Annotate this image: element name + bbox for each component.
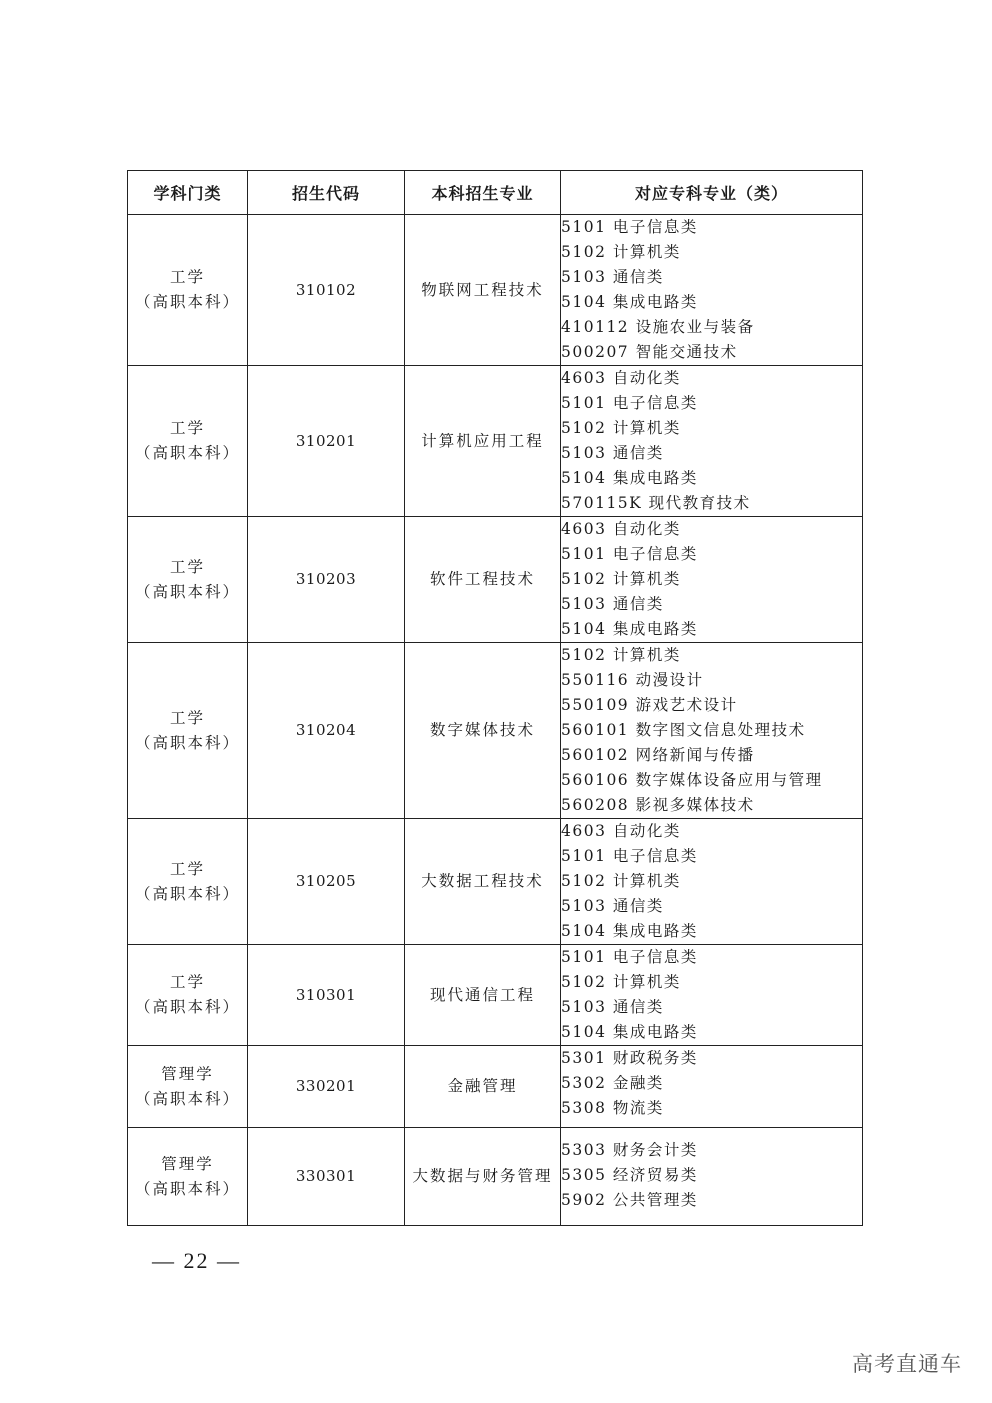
undergraduate-major-cell: 现代通信工程 bbox=[405, 945, 561, 1046]
subject-category-cell bbox=[128, 1046, 248, 1128]
subject-level: （高职本科） bbox=[134, 998, 240, 1016]
vocational-major-item: 5301 财政税务类 bbox=[561, 1049, 698, 1067]
vocational-majors-cell bbox=[561, 819, 863, 945]
enrollment-code-cell: 310102 bbox=[248, 215, 405, 366]
vocational-major-item: 5102 计算机类 bbox=[561, 973, 681, 991]
enrollment-code-cell: 330301 bbox=[248, 1128, 405, 1226]
vocational-major-item: 5302 金融类 bbox=[561, 1074, 664, 1092]
vocational-majors-cell bbox=[561, 945, 863, 1046]
page-number: — 22 — bbox=[152, 1248, 241, 1273]
subject-category-cell bbox=[128, 643, 248, 819]
vocational-major-item: 560102 网络新闻与传播 bbox=[561, 746, 755, 764]
subject-name: 工学 bbox=[169, 973, 205, 991]
subject-category-cell bbox=[128, 819, 248, 945]
table-row bbox=[128, 215, 863, 366]
subject-category-cell bbox=[128, 215, 248, 366]
table-body bbox=[128, 215, 863, 1226]
subject-level: （高职本科） bbox=[134, 293, 240, 311]
vocational-major-item: 5104 集成电路类 bbox=[561, 293, 698, 311]
table-row bbox=[128, 819, 863, 945]
vocational-major-item: 560106 数字媒体设备应用与管理 bbox=[561, 771, 823, 789]
header-undergraduate-major: 本科招生专业 bbox=[405, 171, 561, 215]
vocational-major-item: 5102 计算机类 bbox=[561, 872, 681, 890]
table-header-row bbox=[128, 171, 863, 215]
subject-name: 工学 bbox=[169, 708, 205, 727]
enrollment-code-cell: 330201 bbox=[248, 1046, 405, 1128]
vocational-major-item: 4603 自动化类 bbox=[561, 822, 681, 840]
vocational-major-item: 5101 电子信息类 bbox=[561, 218, 698, 236]
vocational-major-item: 5104 集成电路类 bbox=[561, 1023, 698, 1041]
subject-name: 工学 bbox=[169, 419, 205, 437]
vocational-major-item: 5104 集成电路类 bbox=[561, 469, 698, 487]
vocational-major-item: 5103 通信类 bbox=[561, 444, 664, 462]
header-vocational-majors: 对应专科专业（类） bbox=[561, 171, 863, 215]
vocational-major-item: 560208 影视多媒体技术 bbox=[561, 796, 755, 814]
vocational-major-item: 5103 通信类 bbox=[561, 595, 664, 613]
subject-name: 工学 bbox=[169, 268, 205, 286]
enrollment-code-cell: 310201 bbox=[248, 366, 405, 517]
enrollment-code-cell: 310204 bbox=[248, 643, 405, 819]
subject-category-cell bbox=[128, 1128, 248, 1226]
enrollment-code-cell: 310203 bbox=[248, 517, 405, 643]
vocational-major-item: 5102 计算机类 bbox=[561, 243, 681, 261]
vocational-major-item: 4603 自动化类 bbox=[561, 369, 681, 387]
vocational-majors-cell bbox=[561, 366, 863, 517]
vocational-major-item: 5104 集成电路类 bbox=[561, 620, 698, 638]
subject-name: 管理学 bbox=[161, 1064, 214, 1083]
undergraduate-major-cell: 物联网工程技术 bbox=[405, 215, 561, 366]
vocational-major-item: 5101 电子信息类 bbox=[561, 847, 698, 865]
vocational-major-item: 4603 自动化类 bbox=[561, 520, 681, 538]
vocational-major-item: 5101 电子信息类 bbox=[561, 545, 698, 563]
subject-category-cell bbox=[128, 366, 248, 517]
subject-level: （高职本科） bbox=[134, 733, 240, 752]
header-enrollment-code: 招生代码 bbox=[248, 171, 405, 215]
vocational-major-item: 5101 电子信息类 bbox=[561, 394, 698, 412]
subject-level: （高职本科） bbox=[134, 884, 240, 903]
vocational-major-item: 5104 集成电路类 bbox=[561, 922, 698, 940]
vocational-major-item: 550116 动漫设计 bbox=[561, 671, 704, 689]
watermark-text: 高考直通车 bbox=[852, 1352, 962, 1376]
table-row bbox=[128, 1128, 863, 1226]
vocational-major-item: 5103 通信类 bbox=[561, 998, 664, 1016]
subject-name: 工学 bbox=[169, 557, 205, 576]
subject-name: 管理学 bbox=[161, 1154, 214, 1173]
subject-level: （高职本科） bbox=[134, 582, 240, 601]
subject-category-cell bbox=[128, 517, 248, 643]
vocational-major-item: 550109 游戏艺术设计 bbox=[561, 696, 738, 714]
vocational-majors-cell bbox=[561, 215, 863, 366]
vocational-major-item: 5303 财务会计类 bbox=[561, 1141, 698, 1159]
table-row bbox=[128, 1046, 863, 1128]
table-row bbox=[128, 366, 863, 517]
vocational-major-item: 5305 经济贸易类 bbox=[561, 1166, 698, 1184]
enrollment-code-cell: 310301 bbox=[248, 945, 405, 1046]
vocational-majors-cell bbox=[561, 517, 863, 643]
vocational-major-item: 5308 物流类 bbox=[561, 1099, 664, 1117]
undergraduate-major-cell: 软件工程技术 bbox=[405, 517, 561, 643]
vocational-major-item: 570115K 现代教育技术 bbox=[561, 494, 751, 512]
table-row bbox=[128, 643, 863, 819]
subject-category-cell bbox=[128, 945, 248, 1046]
subject-level: （高职本科） bbox=[134, 444, 240, 462]
vocational-major-item: 5902 公共管理类 bbox=[561, 1191, 698, 1209]
vocational-major-item: 5102 计算机类 bbox=[561, 646, 681, 664]
header-subject-category: 学科门类 bbox=[128, 171, 248, 215]
table-row bbox=[128, 517, 863, 643]
vocational-majors-cell bbox=[561, 643, 863, 819]
vocational-major-item: 5103 通信类 bbox=[561, 268, 664, 286]
vocational-major-item: 5101 电子信息类 bbox=[561, 948, 698, 966]
undergraduate-major-cell: 大数据工程技术 bbox=[405, 819, 561, 945]
vocational-major-item: 5102 计算机类 bbox=[561, 570, 681, 588]
vocational-major-item: 410112 设施农业与装备 bbox=[561, 318, 755, 336]
major-mapping-table bbox=[127, 170, 863, 1226]
vocational-majors-cell bbox=[561, 1046, 863, 1128]
table-row bbox=[128, 945, 863, 1046]
vocational-major-item: 5102 计算机类 bbox=[561, 419, 681, 437]
undergraduate-major-cell: 数字媒体技术 bbox=[405, 643, 561, 819]
subject-name: 工学 bbox=[169, 859, 205, 878]
vocational-major-item: 500207 智能交通技术 bbox=[561, 343, 738, 361]
undergraduate-major-cell: 大数据与财务管理 bbox=[405, 1128, 561, 1226]
subject-level: （高职本科） bbox=[134, 1089, 240, 1108]
vocational-majors-cell bbox=[561, 1128, 863, 1226]
vocational-major-item: 5103 通信类 bbox=[561, 897, 664, 915]
vocational-major-item: 560101 数字图文信息处理技术 bbox=[561, 721, 806, 739]
enrollment-code-cell: 310205 bbox=[248, 819, 405, 945]
undergraduate-major-cell: 计算机应用工程 bbox=[405, 366, 561, 517]
undergraduate-major-cell: 金融管理 bbox=[405, 1046, 561, 1128]
subject-level: （高职本科） bbox=[134, 1179, 240, 1198]
